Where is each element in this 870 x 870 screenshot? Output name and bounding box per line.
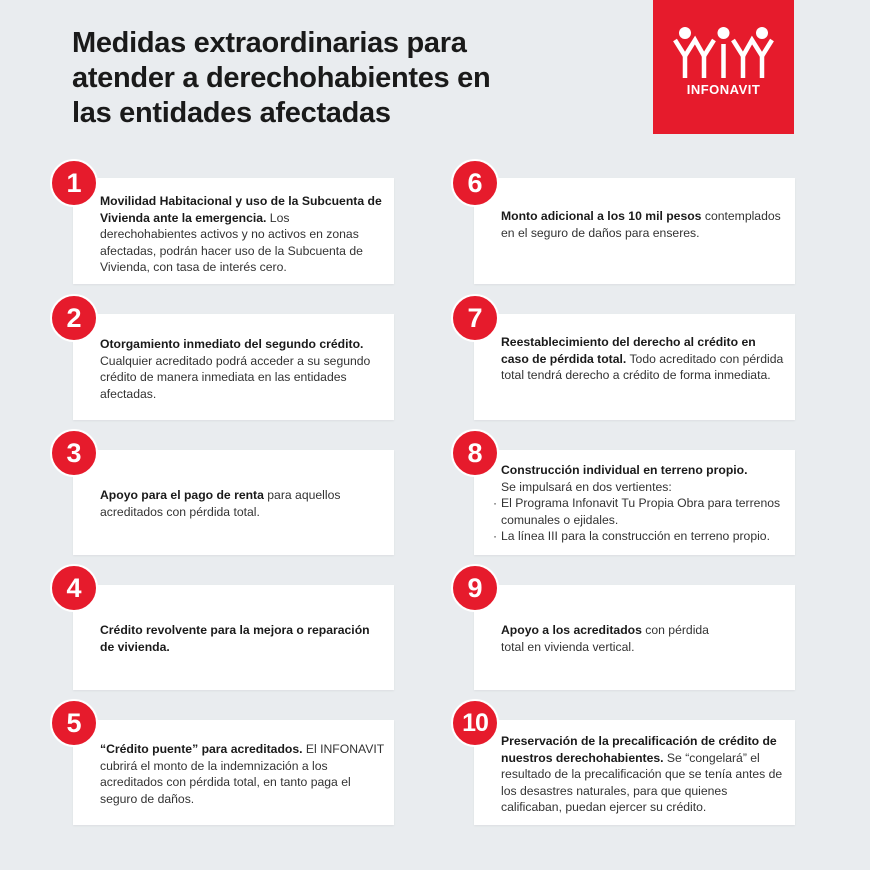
measure-heading: Otorgamiento inmediato del segundo crédito. <box>100 337 364 351</box>
measure-heading: Construcción individual en terreno propio. <box>501 463 748 477</box>
number-badge: 1 <box>50 159 98 207</box>
measure-body: Cualquier acreditado podrá acceder a su segundo crédito de manera inmediata en las entidades afectadas. <box>100 353 371 401</box>
title-line: atender a derechohabientes en <box>72 62 491 94</box>
number-badge: 8 <box>451 429 499 477</box>
measure-body: Se “congelará” el resultado de la precalificación que se tenía antes de los desastres naturales, para que quienes calificaban, puedan ejercer su crédito. <box>501 750 783 814</box>
measure-body: Se impulsará en dos vertientes: <box>501 479 672 494</box>
number-badge: 10 <box>451 699 499 747</box>
number-badge: 6 <box>451 159 499 207</box>
measure-card-8 <box>474 450 795 555</box>
measure-text <box>501 733 785 816</box>
measure-heading: Crédito revolvente para la mejora o reparación de vivienda. <box>100 623 370 654</box>
measure-body: El INFONAVIT cubrirá el monto de la indemnización a los acreditados con pérdida total, en tanto paga el seguro de daños. <box>100 742 384 806</box>
measure-heading: “Crédito puente” para acreditados. <box>100 742 303 756</box>
bullet-list <box>501 495 785 545</box>
measure-card-10 <box>474 720 795 825</box>
measure-text <box>501 334 785 384</box>
measure-text <box>501 622 720 655</box>
number-badge: 5 <box>50 699 98 747</box>
title-line: las entidades afectadas <box>72 97 391 129</box>
measure-body: para aquellos acreditados con pérdida total. <box>100 488 341 519</box>
measure-heading: Monto adicional a los 10 mil pesos <box>501 209 702 223</box>
title-line: Medidas extraordinarias para <box>72 27 467 59</box>
page-title <box>72 26 592 131</box>
measure-text <box>100 741 384 807</box>
measure-text <box>501 208 785 241</box>
measure-heading: Movilidad Habitacional y uso de la Subcuenta de Vivienda ante la emergencia. <box>100 194 382 225</box>
bullet-item: · La línea III para la construcción en terreno propio. <box>493 528 785 545</box>
measure-body: Los derechohabientes activos y no activos en zonas afectadas, podrán hacer uso de la Subcuenta de Vivienda, con tasa de interés cero. <box>100 210 363 274</box>
measure-card-7 <box>474 314 795 420</box>
measure-heading: Preservación de la precalificación de crédito de nuestros derechohabientes. <box>501 734 777 765</box>
infonavit-logo <box>653 0 794 134</box>
infonavit-logo-icon <box>673 26 774 78</box>
measure-card-9 <box>474 585 795 690</box>
measure-card-4 <box>73 585 394 690</box>
number-badge: 7 <box>451 294 499 342</box>
measure-body: Todo acreditado con pérdida total tendrá derecho a crédito de forma inmediata. <box>501 351 784 382</box>
measure-body: con pérdida total en vivienda vertical. <box>501 623 709 654</box>
measure-card-1 <box>73 178 394 284</box>
measure-heading: Apoyo a los acreditados <box>501 623 642 637</box>
measure-card-6 <box>474 178 795 284</box>
number-badge: 3 <box>50 429 98 477</box>
bullet-item: · El Programa Infonavit Tu Propia Obra para terrenos comunales o ejidales. <box>493 495 785 528</box>
number-badge: 4 <box>50 564 98 612</box>
measure-card-3 <box>73 450 394 555</box>
measure-text <box>501 462 785 545</box>
number-badge: 9 <box>451 564 499 612</box>
logo-text: INFONAVIT <box>686 82 761 97</box>
number-badge: 2 <box>50 294 98 342</box>
measure-body: contemplados en el seguro de daños para enseres. <box>501 209 781 240</box>
measure-text <box>100 193 384 276</box>
measure-text <box>100 487 384 520</box>
measure-card-5 <box>73 720 394 825</box>
measure-text <box>100 622 384 655</box>
measure-heading: Apoyo para el pago de renta <box>100 488 264 502</box>
measure-text <box>100 336 384 402</box>
measure-card-2 <box>73 314 394 420</box>
measure-heading: Reestablecimiento del derecho al crédito en caso de pérdida total. <box>501 335 756 366</box>
